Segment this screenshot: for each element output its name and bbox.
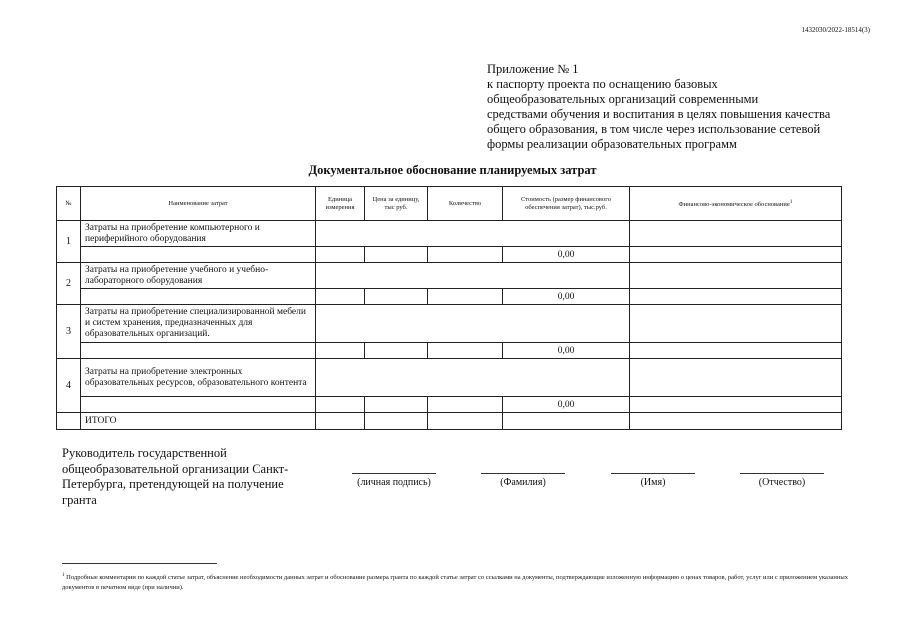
row-justification bbox=[630, 221, 842, 247]
signer-title: Руководитель государственной общеобразовательной организации Санкт-Петербурга, претендующей на получение гранта bbox=[62, 446, 289, 507]
blank-cell bbox=[81, 343, 316, 359]
row-cost-name: Затраты на приобретение учебного и учебно-лабораторного оборудования bbox=[81, 263, 316, 289]
unit-cell bbox=[316, 343, 365, 359]
row-justification bbox=[630, 359, 842, 397]
table-total-row bbox=[57, 413, 842, 430]
name-line bbox=[611, 473, 695, 474]
footnote-text: Подробные комментарии по каждой статье затрат, объяснение необходимости данных затрат и обоснование размера гранта по каждой статье затрат со ссылками на документы, подтверждающие изложенную информацию о ценах товаров, работ, услуг или с приложением указанных документов в печатном виде (при наличии). bbox=[62, 574, 848, 592]
justification-cell bbox=[630, 413, 842, 430]
name-label: (Имя) bbox=[640, 477, 666, 488]
subtotal-cell: 0,00 bbox=[503, 247, 630, 263]
table-subtotal-row bbox=[57, 247, 842, 263]
document-title: Документальное обоснование планируемых затрат bbox=[308, 163, 597, 177]
appendix-line: общего образования, в том числе через использование сетевой bbox=[487, 122, 821, 136]
blank-cell bbox=[81, 289, 316, 305]
price-cell bbox=[365, 247, 428, 263]
header-number: № bbox=[57, 187, 81, 221]
surname-label: (Фамилия) bbox=[500, 477, 546, 488]
header-unit: Единица измерения bbox=[316, 187, 365, 221]
appendix-line: Приложение № 1 bbox=[487, 62, 579, 76]
justification-cell bbox=[630, 343, 842, 359]
appendix-line: формы реализации образовательных программ bbox=[487, 137, 737, 151]
table-row bbox=[57, 263, 842, 289]
qty-cell bbox=[428, 247, 503, 263]
patronymic-label: (Отчество) bbox=[758, 477, 806, 488]
header-quantity: Количество bbox=[428, 187, 503, 221]
row-number: 2 bbox=[57, 263, 81, 305]
subtotal-cell: 0,00 bbox=[503, 289, 630, 305]
table-row bbox=[57, 359, 842, 397]
row-number: 4 bbox=[57, 359, 81, 413]
qty-cell bbox=[428, 289, 503, 305]
footnote-mark: 1 bbox=[62, 573, 65, 578]
table-subtotal-row bbox=[57, 397, 842, 413]
row-number: 1 bbox=[57, 221, 81, 263]
subtotal-cell: 0,00 bbox=[503, 397, 630, 413]
justification-cell bbox=[630, 289, 842, 305]
appendix-header bbox=[487, 62, 867, 152]
row-span-cell bbox=[316, 305, 630, 343]
row-span-cell bbox=[316, 359, 630, 397]
surname-line bbox=[481, 473, 565, 474]
costs-table bbox=[56, 186, 842, 430]
footnote-mark: 1 bbox=[789, 198, 793, 205]
row-cost-name: Затраты на приобретение специализированной мебели и систем хранения, предназначенных для образовательных организаций. bbox=[81, 305, 316, 343]
row-number: 3 bbox=[57, 305, 81, 359]
unit-cell bbox=[316, 247, 365, 263]
table-row bbox=[57, 221, 842, 247]
price-cell bbox=[365, 343, 428, 359]
price-cell bbox=[365, 397, 428, 413]
unit-cell bbox=[316, 413, 365, 430]
header-cost: Стоимость (размер финансового обеспечения затрат), тыс.руб. bbox=[503, 187, 630, 221]
price-cell bbox=[365, 289, 428, 305]
header-justification-label: Финансово-экономическое обоснование bbox=[678, 201, 790, 209]
blank-cell bbox=[81, 397, 316, 413]
qty-cell bbox=[428, 343, 503, 359]
table-row bbox=[57, 305, 842, 343]
unit-cell bbox=[316, 397, 365, 413]
subtotal-cell: 0,00 bbox=[503, 343, 630, 359]
signature-label: (личная подпись) bbox=[357, 477, 431, 488]
footnote-divider bbox=[62, 563, 217, 564]
row-span-cell bbox=[316, 221, 630, 247]
header-justification bbox=[630, 187, 842, 221]
row-cost-name: Затраты на приобретение электронных образовательных ресурсов, образовательного контента bbox=[81, 359, 316, 397]
justification-cell bbox=[630, 247, 842, 263]
unit-cell bbox=[316, 289, 365, 305]
row-justification bbox=[630, 305, 842, 343]
appendix-line: общеобразовательных организаций современными bbox=[487, 92, 759, 106]
grand-total-label: ИТОГО bbox=[81, 413, 316, 430]
qty-cell bbox=[428, 397, 503, 413]
header-cost-name: Наименование затрат bbox=[81, 187, 316, 221]
grand-total-cell bbox=[503, 413, 630, 430]
qty-cell bbox=[428, 413, 503, 430]
footnote bbox=[62, 571, 852, 593]
signature-line bbox=[352, 473, 436, 474]
row-justification bbox=[630, 263, 842, 289]
appendix-line: средствами обучения и воспитания в целях повышения качества bbox=[487, 107, 831, 121]
row-cost-name: Затраты на приобретение компьютерного и периферийного оборудования bbox=[81, 221, 316, 247]
appendix-line: к паспорту проекта по оснащению базовых bbox=[487, 77, 718, 91]
table-subtotal-row bbox=[57, 289, 842, 305]
document-number: 1432030/2022-18514(3) bbox=[801, 26, 870, 34]
header-unit-price: Цена за единицу, тыс руб. bbox=[365, 187, 428, 221]
patronymic-line bbox=[740, 473, 824, 474]
blank-cell bbox=[57, 413, 81, 430]
justification-cell bbox=[630, 397, 842, 413]
table-subtotal-row bbox=[57, 343, 842, 359]
price-cell bbox=[365, 413, 428, 430]
table-header-row bbox=[57, 187, 842, 221]
row-span-cell bbox=[316, 263, 630, 289]
blank-cell bbox=[81, 247, 316, 263]
